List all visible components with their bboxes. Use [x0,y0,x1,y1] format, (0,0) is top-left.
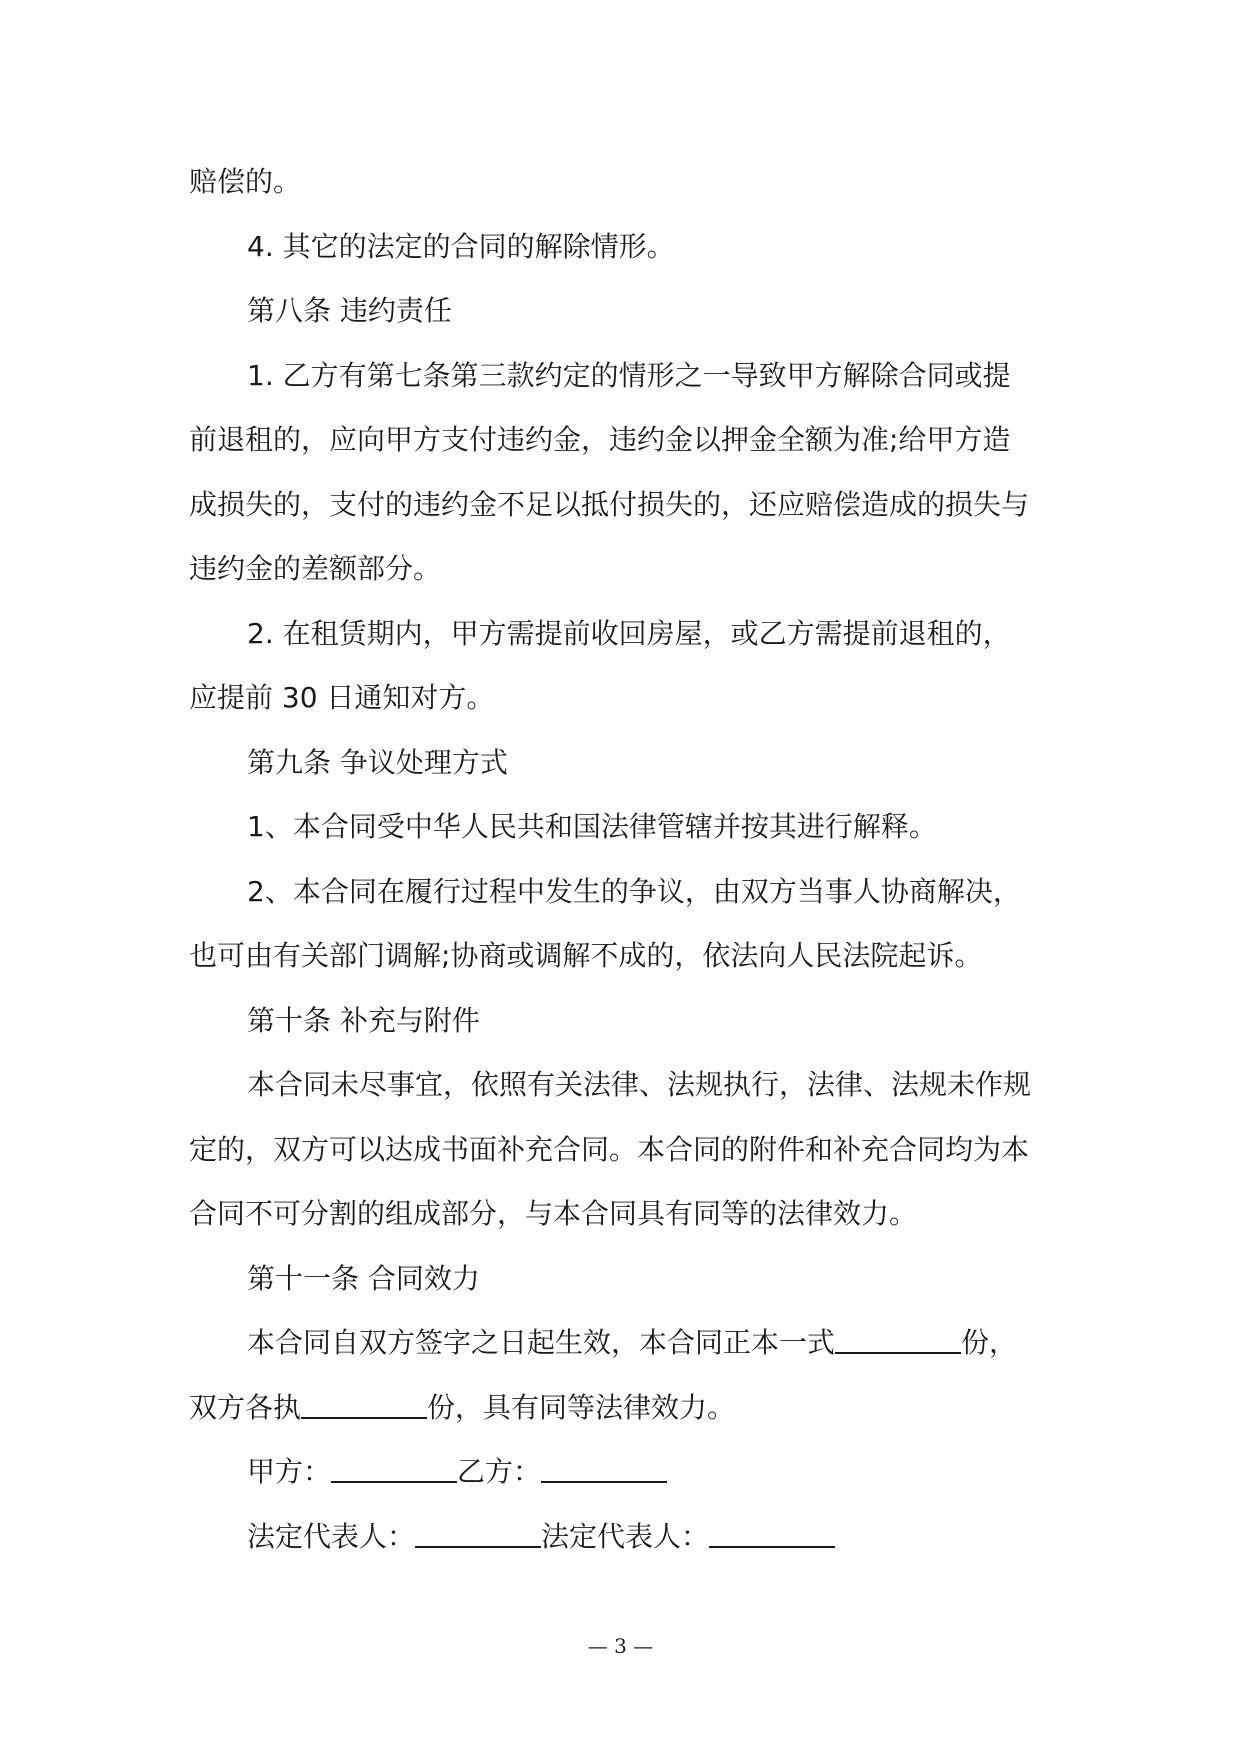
effect-text: 份， [961,1326,1018,1359]
clause-item: 4. 其它的法定的合同的解除情形。 [247,229,675,263]
paragraph-line: 违约金的差额部分。 [189,552,442,585]
effect-clause-line [189,1376,1059,1441]
effect-clause-line [189,1311,1059,1376]
effect-text: 本合同自双方签字之日起生效，本合同正本一式 [247,1326,836,1359]
rep-b-label: 法定代表人： [541,1519,710,1553]
paragraph-line: 前退租的，应向甲方支付违约金，违约金以押金全额为准;给甲方造 [189,423,1011,456]
paragraph-line: 合同不可分割的组成部分，与本合同具有同等的法律效力。 [189,1197,918,1230]
document-body [189,150,1059,1569]
paragraph-line: 定的，双方可以达成书面补充合同。本合同的附件和补充合同均为本 [189,1132,1030,1166]
page-number: — 3 — [587,1634,654,1658]
paragraph-line: 赔偿的。 [189,165,302,198]
party-b-label: 乙方： [457,1455,542,1488]
copies-total-blank [835,1322,961,1354]
copies-each-blank [301,1387,427,1419]
article-heading: 第九条 争议处理方式 [247,745,508,779]
party-a-label: 甲方： [247,1455,332,1488]
article-heading: 第十一条 合同效力 [247,1261,480,1295]
clause-item: 1. 乙方有第七条第三款约定的情形之一导致甲方解除合同或提 [247,358,1011,392]
paragraph-line: 成损失的，支付的违约金不足以抵付损失的，还应赔偿造成的损失与 [189,487,1030,521]
rep-a-blank [415,1516,541,1548]
paragraph-line: 本合同未尽事宜，依照有关法律、法规执行，法律、法规未作规 [247,1068,1032,1101]
party-a-blank [331,1451,457,1483]
paragraph-line: 也可由有关部门调解;协商或调解不成的，依法向人民法院起诉。 [189,939,983,972]
clause-item: 2. 在租赁期内，甲方需提前收回房屋，或乙方需提前退租的， [247,616,1011,650]
effect-text: 份，具有同等法律效力。 [427,1390,736,1424]
article-heading: 第八条 违约责任 [247,294,452,327]
article-heading: 第十条 补充与附件 [247,1003,480,1037]
party-b-blank [541,1451,667,1483]
representative-line [189,1505,1059,1570]
rep-a-label: 法定代表人： [247,1519,416,1553]
clause-item: 1、本合同受中华人民共和国法律管辖并按其进行解释。 [247,810,937,843]
effect-text: 双方各执 [189,1390,302,1424]
clause-item: 2、本合同在履行过程中发生的争议，由双方当事人协商解决， [247,874,1021,908]
signature-line [189,1440,1059,1505]
paragraph-line: 应提前 30 日通知对方。 [189,681,495,714]
rep-b-blank [709,1516,835,1548]
